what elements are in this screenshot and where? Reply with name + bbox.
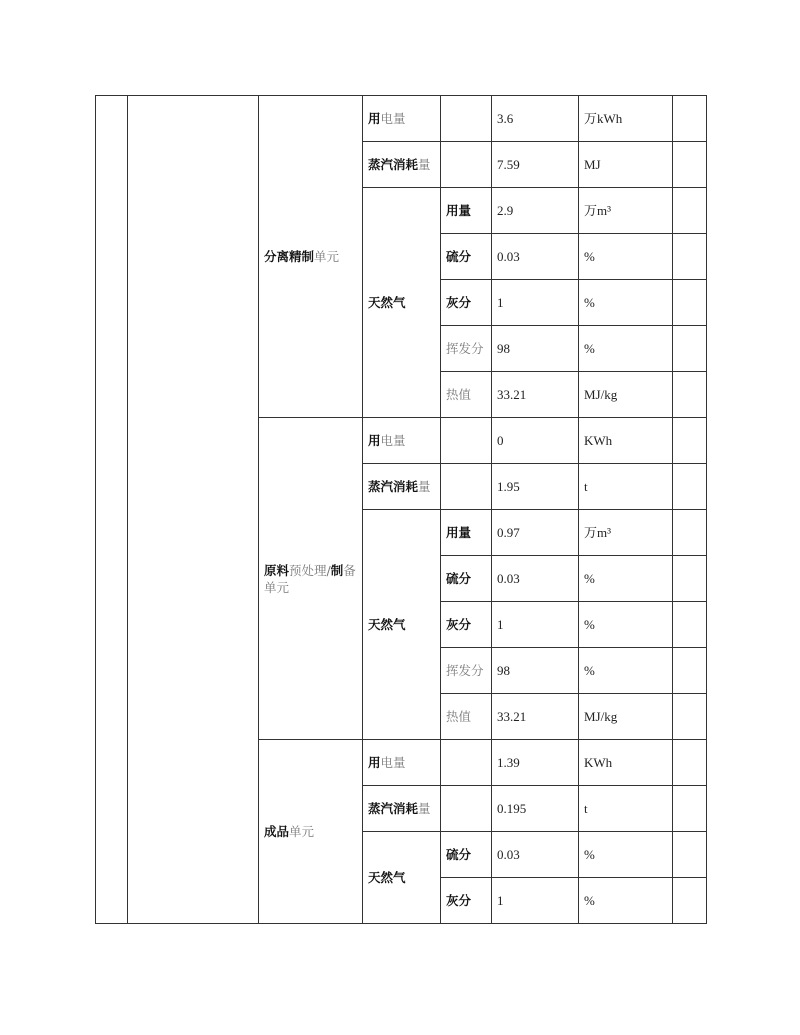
value-cell: 0.03 — [492, 556, 579, 602]
label-segment: 灰分 — [446, 893, 472, 908]
energy-consumption-table — [95, 95, 707, 924]
value-cell: 0 — [492, 418, 579, 464]
label-segment: 硫分 — [446, 249, 472, 264]
value-cell: 1 — [492, 878, 579, 924]
unit-name-cell — [259, 96, 363, 418]
label-segment: 单元 — [314, 249, 340, 264]
unit-cell: 万kWh — [579, 96, 673, 142]
value-cell: 7.59 — [492, 142, 579, 188]
label-segment: 用 — [368, 111, 381, 126]
sub-item-cell — [441, 740, 492, 786]
remark-cell — [673, 648, 707, 694]
unit-cell: KWh — [579, 418, 673, 464]
item-cell: 天然气 — [363, 510, 441, 740]
unit-cell: % — [579, 326, 673, 372]
remark-cell — [673, 602, 707, 648]
unit-cell: % — [579, 556, 673, 602]
label-segment: 单元 — [289, 824, 315, 839]
label-segment: 成品 — [264, 824, 290, 839]
unit-cell: t — [579, 786, 673, 832]
remark-cell — [673, 188, 707, 234]
remark-cell — [673, 510, 707, 556]
value-cell: 1.39 — [492, 740, 579, 786]
label-segment: 用 — [368, 755, 381, 770]
sub-item-cell — [441, 556, 492, 602]
sub-item-cell — [441, 878, 492, 924]
sub-item-cell — [441, 188, 492, 234]
unit-cell: % — [579, 280, 673, 326]
item-cell — [363, 142, 441, 188]
value-cell: 0.195 — [492, 786, 579, 832]
label-segment: 蒸汽消耗 — [368, 479, 419, 494]
sub-item-cell — [441, 602, 492, 648]
label-segment: 灰分 — [446, 295, 472, 310]
sub-item-cell — [441, 234, 492, 280]
label-segment: 硫分 — [446, 571, 472, 586]
index-cell — [96, 96, 128, 924]
value-cell: 1 — [492, 602, 579, 648]
label-segment: 电量 — [380, 433, 406, 448]
value-cell: 1 — [492, 280, 579, 326]
category-cell — [128, 96, 259, 924]
item-cell — [363, 464, 441, 510]
unit-cell: % — [579, 602, 673, 648]
label-segment: 热值 — [446, 709, 472, 724]
value-cell: 3.6 — [492, 96, 579, 142]
remark-cell — [673, 142, 707, 188]
remark-cell — [673, 694, 707, 740]
sub-item-cell — [441, 96, 492, 142]
value-cell: 1.95 — [492, 464, 579, 510]
label-segment: 蒸汽消耗 — [368, 157, 419, 172]
sub-item-cell — [441, 694, 492, 740]
remark-cell — [673, 878, 707, 924]
label-segment: 电量 — [380, 111, 406, 126]
item-cell — [363, 418, 441, 464]
unit-cell: 万m³ — [579, 188, 673, 234]
value-cell: 0.03 — [492, 234, 579, 280]
unit-cell: 万m³ — [579, 510, 673, 556]
label-segment: 用量 — [446, 203, 472, 218]
item-cell: 天然气 — [363, 188, 441, 418]
remark-cell — [673, 280, 707, 326]
sub-item-cell — [441, 372, 492, 418]
remark-cell — [673, 326, 707, 372]
label-segment: 挥发分 — [446, 341, 484, 356]
sub-item-cell — [441, 510, 492, 556]
sub-item-cell — [441, 832, 492, 878]
label-segment: 原料 — [264, 562, 290, 578]
sub-item-cell — [441, 786, 492, 832]
unit-cell: MJ/kg — [579, 694, 673, 740]
unit-cell: % — [579, 832, 673, 878]
remark-cell — [673, 96, 707, 142]
unit-cell: KWh — [579, 740, 673, 786]
value-cell: 33.21 — [492, 372, 579, 418]
label-segment: 分离精制 — [264, 249, 315, 264]
label-segment: 蒸汽消耗 — [368, 801, 419, 816]
label-segment: 制 — [330, 562, 344, 578]
label-segment: 硫分 — [446, 847, 472, 862]
remark-cell — [673, 832, 707, 878]
label-segment: 挥发分 — [446, 663, 484, 678]
label-segment: 量 — [418, 479, 431, 494]
remark-cell — [673, 556, 707, 602]
label-segment: 热值 — [446, 387, 472, 402]
unit-cell: MJ/kg — [579, 372, 673, 418]
remark-cell — [673, 786, 707, 832]
label-segment: 备单元 — [264, 562, 356, 595]
sub-item-cell — [441, 464, 492, 510]
value-cell: 0.97 — [492, 510, 579, 556]
remark-cell — [673, 464, 707, 510]
unit-cell: t — [579, 464, 673, 510]
label-segment: 电量 — [380, 755, 406, 770]
item-cell: 天然气 — [363, 832, 441, 924]
unit-cell: % — [579, 878, 673, 924]
value-cell: 2.9 — [492, 188, 579, 234]
value-cell: 98 — [492, 326, 579, 372]
sub-item-cell — [441, 326, 492, 372]
value-cell: 0.03 — [492, 832, 579, 878]
remark-cell — [673, 372, 707, 418]
remark-cell — [673, 418, 707, 464]
item-cell — [363, 786, 441, 832]
unit-cell: MJ — [579, 142, 673, 188]
unit-cell: % — [579, 234, 673, 280]
label-segment: 预处理/ — [289, 562, 331, 578]
unit-name-cell — [259, 418, 363, 740]
label-segment: 用量 — [446, 525, 472, 540]
label-segment: 量 — [418, 157, 431, 172]
unit-cell: % — [579, 648, 673, 694]
sub-item-cell — [441, 142, 492, 188]
label-segment: 灰分 — [446, 617, 472, 632]
unit-name-cell — [259, 740, 363, 924]
value-cell: 98 — [492, 648, 579, 694]
item-cell — [363, 96, 441, 142]
remark-cell — [673, 740, 707, 786]
remark-cell — [673, 234, 707, 280]
label-segment: 量 — [418, 801, 431, 816]
item-cell — [363, 740, 441, 786]
sub-item-cell — [441, 648, 492, 694]
label-segment: 用 — [368, 433, 381, 448]
sub-item-cell — [441, 280, 492, 326]
table-row — [96, 96, 707, 142]
value-cell: 33.21 — [492, 694, 579, 740]
sub-item-cell — [441, 418, 492, 464]
